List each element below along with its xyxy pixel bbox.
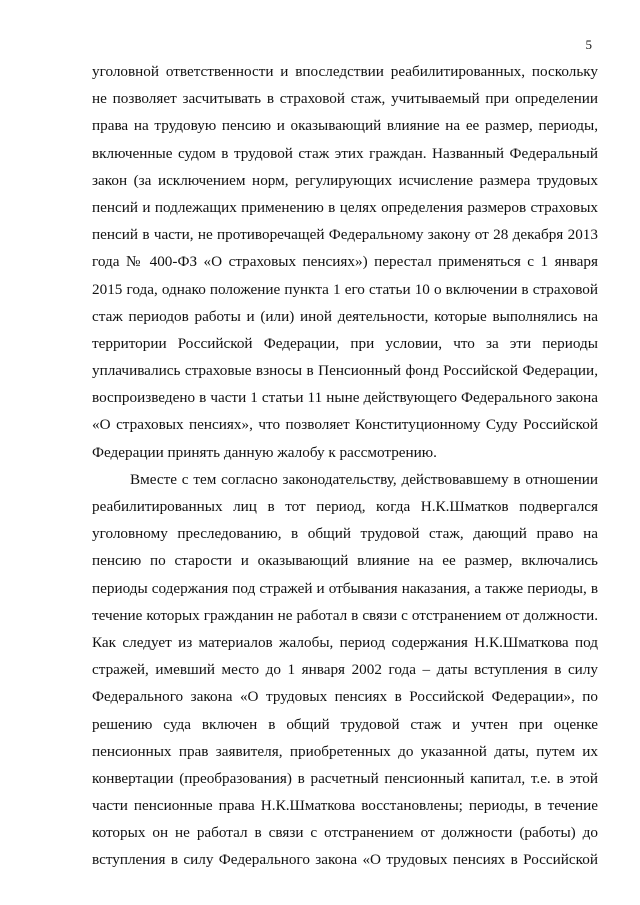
text-line: 2015 года, однако положение пункта 1 его статьи 10 о включении в страховой — [92, 280, 598, 298]
text-line: части пенсионные права Н.К.Шматкова восстановлены; периоды, в течение — [92, 797, 598, 815]
text-line: включенные судом в трудовой стаж этих граждан. Названный Федеральный — [92, 144, 598, 162]
text-line: уплачивались страховые взносы в Пенсионный фонд Российской Федерации, — [92, 362, 598, 380]
text-line: Вместе с тем согласно законодательству, действовавшему в отношении — [130, 470, 598, 488]
page-number: 5 — [585, 37, 592, 52]
text-line: воспроизведено в части 1 статьи 11 ныне действующего Федерального закона — [92, 389, 598, 407]
text-line: пенсионных прав заявителя, приобретенных до указанной даты, путем их — [92, 742, 598, 760]
text-line: уголовному преследованию, в общий трудовой стаж, дающий право на — [92, 525, 598, 543]
text-line: реабилитированных лиц в тот период, когда Н.К.Шматков подвергался — [92, 498, 598, 515]
text-line: Федерального закона «О трудовых пенсиях в Российской Федерации», по — [92, 688, 598, 706]
text-line: пенсий в части, не противоречащей Федеральному закону от 28 декабря 2013 — [92, 226, 598, 244]
text-line: права на трудовую пенсию и оказывающий влияние на ее размер, периоды, — [92, 117, 598, 135]
text-line: конвертации (преобразования) в расчетный пенсионный капитал, т.е. в этой — [92, 769, 598, 787]
text-line: года № 400-ФЗ «О страховых пенсиях») перестал применяться с 1 января — [92, 253, 598, 271]
text-line: не позволяет засчитывать в страховой стаж, учитываемый при определении — [92, 90, 598, 108]
text-line: территории Российской Федерации, при условии, что за эти периоды — [92, 334, 598, 352]
text-line: уголовной ответственности и впоследствии реабилитированных, поскольку — [92, 63, 598, 80]
text-line: пенсию по старости и оказывающий влияние на ее размер, включались — [92, 552, 598, 570]
text-line: «О страховых пенсиях», что позволяет Конституционному Суду Российской — [92, 416, 598, 434]
text-line: течение которых гражданин не работал в связи с отстранением от должности. — [92, 606, 598, 624]
text-line: стаж периодов работы и (или) иной деятельности, которые выполнялись на — [92, 307, 598, 325]
text-line: периоды содержания под стражей и отбывания наказания, а также периоды, в — [92, 579, 598, 597]
text-line: вступления в силу Федерального закона «О трудовых пенсиях в Российской — [92, 851, 598, 869]
paragraph-1 — [92, 58, 598, 466]
document-body — [92, 58, 598, 874]
text-line: решению суда включен в общий трудовой стаж и учтен при оценке — [92, 715, 598, 733]
text-line: закон (за исключением норм, регулирующих исчисление размера трудовых — [92, 171, 598, 189]
text-line: Федерации принять данную жалобу к рассмотрению. — [92, 443, 437, 461]
text-line: пенсий и подлежащих применению в целях определения размеров страховых — [92, 198, 598, 216]
text-line: Как следует из материалов жалобы, период содержания Н.К.Шматкова под — [92, 633, 598, 651]
text-line: стражей, имевший место до 1 января 2002 года – даты вступления в силу — [92, 661, 598, 679]
text-line: которых он не работал в связи с отстранением от должности (работы) до — [92, 824, 598, 842]
paragraph-2 — [92, 466, 598, 874]
